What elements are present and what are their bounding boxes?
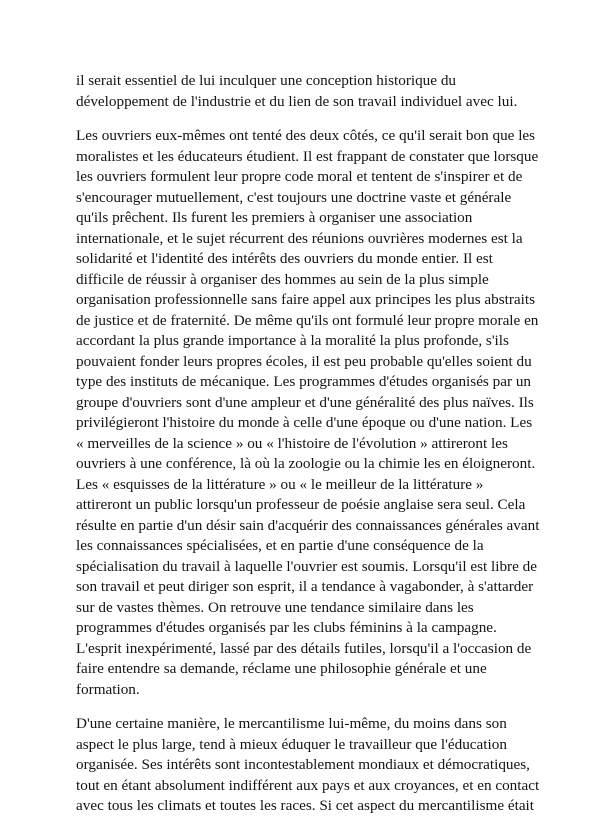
text-line: qu'ils prêchent. Ils furent les premiers à organiser une association bbox=[76, 209, 473, 226]
paragraph-1 bbox=[76, 71, 536, 112]
text-line: faire entendre sa demande, réclame une philosophie générale et une bbox=[76, 660, 487, 677]
text-line: internationale, et le sujet récurrent des réunions ouvrières modernes est la bbox=[76, 229, 523, 247]
text-line: les ouvriers formulent leur propre code moral et tentent de s'inspirer et de bbox=[76, 168, 523, 185]
text-line: son travail et peut diriger son esprit, il a tendance à vagabonder, à s'attarder bbox=[76, 578, 534, 595]
text-line: formation. bbox=[76, 680, 140, 698]
text-line: il serait essentiel de lui inculquer une conception historique du bbox=[76, 72, 457, 89]
text-line: s'encourager mutuellement, c'est toujours une doctrine vaste et générale bbox=[76, 188, 512, 206]
text-line: résulte en partie d'un désir sain d'acquérir des connaissances générales avant bbox=[76, 516, 540, 534]
text-line: pouvaient fonder leurs propres écoles, il est peu probable qu'elles soient du bbox=[76, 352, 532, 370]
text-line: L'esprit inexpérimenté, lassé par des détails futiles, lorsqu'il a l'occasion de bbox=[76, 639, 532, 657]
text-line: les connaissances spécialisées, et en partie d'une conséquence de la bbox=[76, 537, 484, 554]
paragraph-3 bbox=[76, 714, 540, 817]
text-line: attireront un public lorsqu'un professeur de poésie anglaise sera seul. Cela bbox=[76, 496, 526, 513]
text-line: solidarité et l'identité des intérêts des ouvriers du monde entier. Il est bbox=[76, 250, 493, 267]
text-line: développement de l'industrie et du lien de son travail individuel avec lui. bbox=[76, 92, 518, 110]
text-line: groupe d'ouvriers sont d'une ampleur et d'une généralité des plus naïves. Ils bbox=[76, 393, 534, 411]
text-line: D'une certaine manière, le mercantilisme lui-même, du moins dans son bbox=[76, 715, 507, 732]
text-line: Les ouvriers eux-mêmes ont tenté des deux côtés, ce qu'il serait bon que les bbox=[76, 127, 536, 144]
text-line: Les « esquisses de la littérature » ou « le meilleur de la littérature » bbox=[76, 475, 484, 493]
text-line: sur de vastes thèmes. On retrouve une tendance similaire dans les bbox=[76, 598, 474, 616]
text-line: organisée. Ses intérêts sont incontestablement mondiaux et démocratiques, bbox=[76, 756, 530, 773]
text-line: aspect le plus large, tend à mieux éduquer le travailleur que l'éducation bbox=[76, 735, 507, 753]
text-line: type des instituts de mécanique. Les programmes d'études organisés par un bbox=[76, 373, 532, 390]
document-page bbox=[76, 71, 540, 831]
text-line: tout en étant absolument indifférent aux pays et aux croyances, et en contact bbox=[76, 776, 540, 794]
text-line: « merveilles de la science » ou « l'histoire de l'évolution » attireront les bbox=[76, 434, 508, 452]
text-line: accordant la plus grande importance à la moralité la plus profonde, s'ils bbox=[76, 332, 509, 349]
text-line: organisation professionnelle sans faire appel aux principes les plus abstraits bbox=[76, 291, 536, 308]
text-line: difficile de réussir à organiser des hommes au sein de la plus simple bbox=[76, 270, 489, 288]
text-line: avec tous les climats et toutes les races. Si cet aspect du mercantilisme était bbox=[76, 797, 534, 814]
text-line: ouvriers à une conférence, là où la zoologie ou la chimie les en éloigneront. bbox=[76, 455, 536, 472]
text-line: privilégieront l'histoire du monde à celle d'une époque ou d'une nation. Les bbox=[76, 414, 533, 431]
paragraph-2 bbox=[76, 126, 540, 700]
text-line: moralistes et les éducateurs étudient. Il est frappant de constater que lorsque bbox=[76, 147, 539, 165]
text-line: programmes d'études organisés par les clubs féminins à la campagne. bbox=[76, 619, 497, 636]
text-line: spécialisation du travail à laquelle l'ouvrier est soumis. Lorsqu'il est libre de bbox=[76, 557, 537, 575]
text-line: de justice et de fraternité. De même qu'ils ont formulé leur propre morale en bbox=[76, 311, 539, 329]
